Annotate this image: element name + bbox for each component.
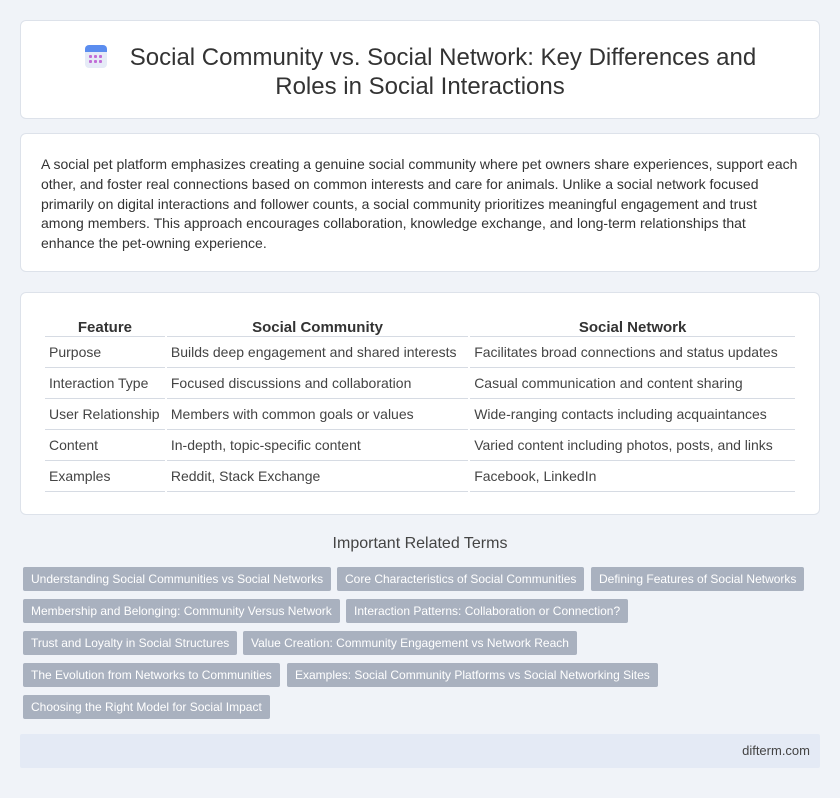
row-feature: Examples xyxy=(45,461,165,492)
row-community: Reddit, Stack Exchange xyxy=(167,461,468,492)
comparison-card xyxy=(20,292,820,515)
page-title-wrap xyxy=(51,43,789,101)
header-social-community: Social Community xyxy=(167,315,468,337)
related-tag[interactable]: Core Characteristics of Social Communities xyxy=(337,567,584,591)
title-card xyxy=(20,20,820,119)
row-feature: Content xyxy=(45,430,165,461)
header-social-network: Social Network xyxy=(470,315,795,337)
row-network: Varied content including photos, posts, and links xyxy=(470,430,795,461)
related-tag[interactable]: Interaction Patterns: Collaboration or Connection? xyxy=(346,599,628,623)
row-community: Focused discussions and collaboration xyxy=(167,368,468,399)
related-tag[interactable]: The Evolution from Networks to Communities xyxy=(23,663,280,687)
related-tag[interactable]: Understanding Social Communities vs Social Networks xyxy=(23,567,331,591)
table-row xyxy=(45,399,795,430)
related-terms-title: Important Related Terms xyxy=(332,535,508,552)
related-tag[interactable]: Defining Features of Social Networks xyxy=(591,567,804,591)
table-row xyxy=(45,368,795,399)
comparison-table xyxy=(43,315,797,492)
row-feature: Purpose xyxy=(45,337,165,368)
calendar-icon xyxy=(84,45,108,69)
table-header-row xyxy=(45,315,795,337)
footer xyxy=(20,734,820,768)
row-community: Members with common goals or values xyxy=(167,399,468,430)
row-network: Facilitates broad connections and status updates xyxy=(470,337,795,368)
row-network: Facebook, LinkedIn xyxy=(470,461,795,492)
table-row xyxy=(45,337,795,368)
page-title: Social Community vs. Social Network: Key Differences and Roles in Social Interactions xyxy=(129,44,757,100)
footer-site[interactable]: difterm.com xyxy=(742,743,810,758)
table-row xyxy=(45,430,795,461)
row-community: Builds deep engagement and shared interests xyxy=(167,337,468,368)
row-network: Wide-ranging contacts including acquaintances xyxy=(470,399,795,430)
related-tag[interactable]: Examples: Social Community Platforms vs Social Networking Sites xyxy=(287,663,658,687)
header-feature: Feature xyxy=(45,315,165,337)
row-community: In-depth, topic-specific content xyxy=(167,430,468,461)
row-network: Casual communication and content sharing xyxy=(470,368,795,399)
related-tag[interactable]: Membership and Belonging: Community Versus Network xyxy=(23,599,340,623)
related-tag[interactable]: Value Creation: Community Engagement vs Network Reach xyxy=(243,631,577,655)
row-feature: User Relationship xyxy=(45,399,165,430)
intro-card xyxy=(20,133,820,272)
related-tag[interactable]: Trust and Loyalty in Social Structures xyxy=(23,631,237,655)
related-tag[interactable]: Choosing the Right Model for Social Impact xyxy=(23,695,270,719)
row-feature: Interaction Type xyxy=(45,368,165,399)
table-row xyxy=(45,461,795,492)
intro-paragraph: A social pet platform emphasizes creating a genuine social community where pet owners share experiences, support each other, and foster real connections based on common interests and care for animals. Unlike a social network focused primarily on digital interactions and follower counts, a social community prioritizes meaningful engagement and trust among members. This approach encourages collaboration, knowledge exchange, and long-term relationships that enhance the pet-owning experience. xyxy=(41,156,798,252)
